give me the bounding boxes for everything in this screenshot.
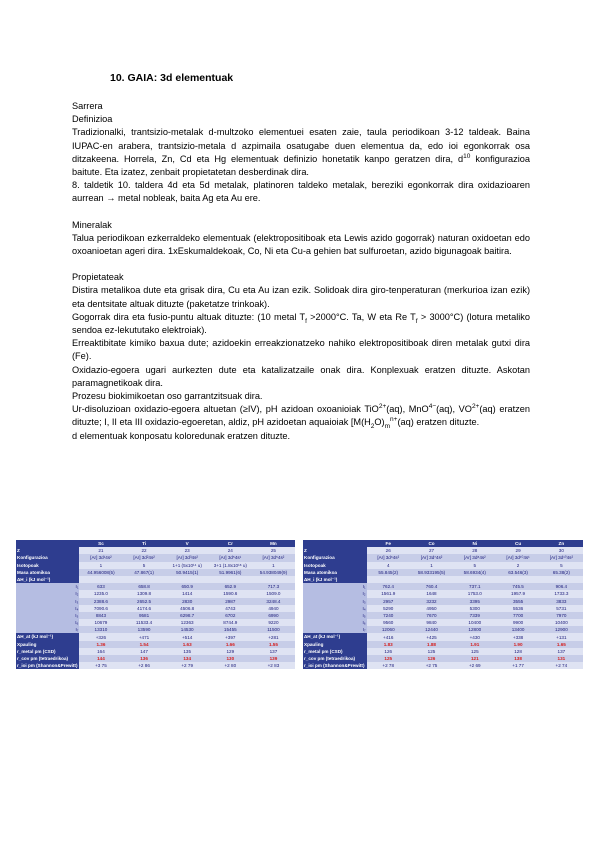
row-label: r_ioi pm (Shannon&Prewitt) — [303, 662, 367, 669]
noble-metals-paragraph: 8. taldetik 10. taldera 4d eta 5d metalak, platinoren taldeko metalak, bereziki egonkorrak dira oxidazioaren aurrean → metal nobleak, baita Ag eta Au ere. — [72, 180, 530, 204]
table-cell: 136 — [123, 655, 166, 662]
table-cell: 12060 — [367, 626, 410, 633]
table-row — [16, 612, 295, 619]
table-cell: 1561.9 — [367, 590, 410, 597]
table-cell: 50.9415(1) — [166, 569, 209, 576]
table-cell: 29 — [496, 547, 539, 554]
table-cell: 762.4 — [367, 583, 410, 590]
table-cell: 65.38(2) — [540, 569, 583, 576]
table-cell: +2 75 — [410, 662, 453, 669]
table-cell: 652.9 — [209, 583, 252, 590]
properties-paragraph-4: Oxidazio-egoera ugari aurkezten dute eta katalizatzaile onak dira. Konplexuak eratzen dituzte. Askotan paramagnetikoak dira. — [72, 364, 530, 388]
table-cell: 1 — [252, 562, 295, 569]
table-cell: 25 — [252, 547, 295, 554]
properties-paragraph-5: Prozesu biokimikoetan oso garrantzitsuak dira. — [72, 391, 263, 402]
table-cell: [Ar] 3d⁵4s² — [252, 554, 295, 561]
table-cell: 130 — [209, 655, 252, 662]
table-cell: 2987 — [209, 598, 252, 605]
table-cell: 126 — [410, 655, 453, 662]
row-label: I₇ — [303, 626, 367, 633]
table-cell: 5 — [540, 562, 583, 569]
table-cell: 3+1 (1.8x10¹⁸ u) — [209, 562, 252, 569]
table-row — [303, 547, 583, 554]
section-heading-definizioa: Definizioa — [72, 114, 113, 125]
table-cell: 14530 — [166, 626, 209, 633]
table-cell: 7670 — [410, 612, 453, 619]
table-cell: +131 — [540, 633, 583, 640]
table-cell: 4743 — [209, 605, 252, 612]
table-cell: 3248.4 — [252, 598, 295, 605]
table-header-cell: Fe — [367, 540, 410, 547]
element-table-fe-zn — [303, 540, 583, 669]
row-label: I₅ — [303, 612, 367, 619]
row-label: Z — [16, 547, 79, 554]
table-header-cell: Mn — [252, 540, 295, 547]
table-cell: +514 — [166, 633, 209, 640]
table-cell: 1 — [79, 562, 122, 569]
row-label: ΔH_at (kJ mol⁻¹) — [16, 633, 79, 640]
table-cell: 129 — [209, 648, 252, 655]
row-label: r_metal pm (CSD) — [303, 648, 367, 655]
table-cell: 121 — [453, 655, 496, 662]
table-cell: 9581 — [123, 612, 166, 619]
table-cell: 7240 — [367, 612, 410, 619]
table-cell: [Ar] 3d⁵4s¹ — [209, 554, 252, 561]
table-cell: +430 — [453, 633, 496, 640]
table-cell: +425 — [410, 633, 453, 640]
table-row — [303, 619, 583, 626]
table-cell: 51.9961(6) — [209, 569, 252, 576]
table-row — [16, 605, 295, 612]
table-cell: 633 — [79, 583, 122, 590]
table-cell: 717.3 — [252, 583, 295, 590]
row-label: Masa atomikoa — [303, 569, 367, 576]
table-cell: +2 83 — [252, 662, 295, 669]
table-cell — [252, 576, 295, 583]
table-cell: 13590 — [123, 626, 166, 633]
table-cell: 6298.7 — [166, 612, 209, 619]
table-cell: 47.867(1) — [123, 569, 166, 576]
table-cell: 28 — [453, 547, 496, 554]
table-cell: 13310 — [79, 626, 122, 633]
table-row — [303, 576, 583, 583]
table-row — [16, 547, 295, 554]
table-cell: 30 — [540, 547, 583, 554]
table-cell: [Ar] 3d³4s² — [166, 554, 209, 561]
table-header-cell — [303, 540, 367, 547]
table-cell: 12440 — [410, 626, 453, 633]
table-cell: 137 — [540, 648, 583, 655]
table-cell: 2957 — [367, 598, 410, 605]
row-label: I₂ — [16, 590, 79, 597]
table-cell: +1 77 — [496, 662, 539, 669]
table-cell: 2 — [496, 562, 539, 569]
row-label: Isotopoak — [303, 562, 367, 569]
table-cell: 135 — [166, 648, 209, 655]
table-cell: 7970 — [540, 612, 583, 619]
table-cell: 147 — [123, 648, 166, 655]
table-cell: 44.956008(5) — [79, 569, 122, 576]
table-cell: 58.933195(5) — [410, 569, 453, 576]
row-label: Xpauling — [303, 641, 367, 648]
table-row — [303, 583, 583, 590]
table-cell: 11533.4 — [123, 619, 166, 626]
table-cell: 5300 — [453, 605, 496, 612]
table-cell: 7090.6 — [79, 605, 122, 612]
table-row — [16, 648, 295, 655]
table-cell: [Ar] 3d¹⁰4s² — [540, 554, 583, 561]
table-cell: 1.66 — [209, 641, 252, 648]
table-cell: 139 — [252, 655, 295, 662]
table-cell: +416 — [367, 633, 410, 640]
table-row — [303, 648, 583, 655]
table-cell: 10400 — [453, 619, 496, 626]
table-cell: 8744.9 — [209, 619, 252, 626]
table-header-cell: Cr — [209, 540, 252, 547]
page-title: 10. GAIA: 3d elementuak — [110, 72, 234, 84]
table-row — [303, 605, 583, 612]
table-cell: 1.36 — [79, 641, 122, 648]
row-label: I₆ — [16, 619, 79, 626]
table-cell: 9900 — [496, 619, 539, 626]
table-cell: +2 74 — [540, 662, 583, 669]
table-cell: 6990 — [252, 612, 295, 619]
row-label: Konfigurazioa — [303, 554, 367, 561]
table-cell: 1 — [410, 562, 453, 569]
table-cell: +2 79 — [166, 662, 209, 669]
properties-paragraph-7: d elementuak konposatu koloredunak eratzen dituzte. — [72, 430, 291, 441]
row-label: Konfigurazioa — [16, 554, 79, 561]
table-cell: 2388.6 — [79, 598, 122, 605]
table-cell: [Ar] 3d¹⁰4s¹ — [496, 554, 539, 561]
table-cell: 144 — [79, 655, 122, 662]
table-cell: 164 — [79, 648, 122, 655]
row-label: r_ioi pm (Shannon&Prewitt) — [17, 663, 78, 669]
table-cell: 3395 — [453, 598, 496, 605]
table-cell: 7700 — [496, 612, 539, 619]
table-cell: 15455 — [209, 626, 252, 633]
row-label: I₆ — [303, 619, 367, 626]
properties-paragraph-2: Gogorrak dira eta fusio-puntu altuak dituzte: (10 metal $T_f >2000^\circ C$. Ta, W eta Re $T_f > 3000^\circ C$) (lotura metaliko sendoa ez-lekututako elektroiak). — [72, 311, 530, 336]
table-cell: +338 — [496, 633, 539, 640]
table-row — [303, 554, 583, 561]
table-row — [303, 562, 583, 569]
table-cell: 5731 — [540, 605, 583, 612]
table-row — [303, 590, 583, 597]
table-cell: 12363 — [166, 619, 209, 626]
table-header-cell: V — [166, 540, 209, 547]
row-label: ΔH_i (kJ mol⁻¹) — [16, 576, 79, 583]
table-cell: +281 — [252, 633, 295, 640]
row-label: I₃ — [303, 598, 367, 605]
table-cell: 1.91 — [453, 641, 496, 648]
table-header-row — [303, 540, 583, 547]
table-row — [303, 626, 583, 633]
properties-paragraph-6: Ur-disoluzioan oxidazio-egoera altuetan (≥IV), pH azidoan oxoanioiak TiO$^{2+}$(aq), MnO$^{4-}$(aq), $VO^{2+}(aq)$ eratzen dituzte; I, II eta III oxidazio-egoeretan, aldiz, pH azidoetan aquaioiak [$M(H_2O)_m^{n+}(aq)$ eratzen dituzte. — [72, 403, 530, 431]
table-row — [16, 633, 295, 640]
row-label: Z — [303, 547, 367, 554]
table-cell: 3833 — [540, 598, 583, 605]
table-cell: 4950 — [410, 605, 453, 612]
table-cell: 1.54 — [123, 641, 166, 648]
table-cell: 4174.6 — [123, 605, 166, 612]
table-cell: 9560 — [367, 619, 410, 626]
table-cell: 4 — [367, 562, 410, 569]
table-header-cell: Zn — [540, 540, 583, 547]
row-label: ΔH_at (kJ mol⁻¹) — [303, 633, 367, 640]
table-cell: 1.83 — [367, 641, 410, 648]
table-header-cell: Ni — [453, 540, 496, 547]
table-cell — [166, 576, 209, 583]
table-row — [16, 619, 295, 626]
table-header-cell: Cu — [496, 540, 539, 547]
table-cell: 1509.0 — [252, 590, 295, 597]
table-cell: 58.6934(4) — [453, 569, 496, 576]
section-heading-sarrera: Sarrera — [72, 101, 103, 111]
table-cell: 3232 — [410, 598, 453, 605]
table-row — [16, 655, 295, 662]
table-cell: 1.55 — [252, 641, 295, 648]
table-row — [16, 626, 295, 633]
table-cell: [Ar] 3d⁷4s² — [410, 554, 453, 561]
row-label: r_metal pm (CSD) — [16, 648, 79, 655]
table-cell: 54.938049(9) — [252, 569, 295, 576]
table-cell: +471 — [123, 633, 166, 640]
table-cell: 131 — [540, 655, 583, 662]
element-table-sc-mn — [16, 540, 295, 669]
table-cell: 1+1 (5x10¹⁴ u) — [166, 562, 209, 569]
row-label: Xpauling — [16, 641, 79, 648]
table-cell: 1.65 — [540, 641, 583, 648]
table-cell — [79, 576, 122, 583]
table-cell: +397 — [209, 633, 252, 640]
table-row — [16, 554, 295, 561]
table-cell — [410, 576, 453, 583]
table-cell: 12900 — [540, 626, 583, 633]
table-cell: +2 86 — [123, 662, 166, 669]
row-label: I₅ — [16, 612, 79, 619]
table-row — [16, 569, 295, 576]
table-cell — [209, 576, 252, 583]
row-label: I₇ — [16, 626, 79, 633]
table-cell: 22 — [123, 547, 166, 554]
row-label: I₃ — [16, 598, 79, 605]
table-cell: 9220 — [252, 619, 295, 626]
table-cell: 1.88 — [410, 641, 453, 648]
table-cell: 10400 — [540, 619, 583, 626]
table-header-cell — [16, 540, 79, 547]
table-cell: 5290 — [367, 605, 410, 612]
table-row — [16, 576, 295, 583]
table-row — [303, 569, 583, 576]
table-cell: 1.63 — [166, 641, 209, 648]
table-cell: 3555 — [496, 598, 539, 605]
table-cell: 658.8 — [123, 583, 166, 590]
table-cell: 760.4 — [410, 583, 453, 590]
table-cell: 1753.0 — [453, 590, 496, 597]
table-cell: 5536 — [496, 605, 539, 612]
table-row — [16, 598, 295, 605]
table-cell: 9840 — [410, 619, 453, 626]
table-cell: +2 69 — [453, 662, 496, 669]
table-cell: 26 — [367, 547, 410, 554]
table-cell: 11500 — [252, 626, 295, 633]
table-header-cell: Sc — [79, 540, 122, 547]
table-cell: 125 — [453, 648, 496, 655]
row-label: I₄ — [303, 605, 367, 612]
table-cell: 5 — [453, 562, 496, 569]
table-cell: 1733.3 — [540, 590, 583, 597]
table-cell: 138 — [496, 655, 539, 662]
row-label: I₁ — [303, 583, 367, 590]
row-label: I₂ — [303, 590, 367, 597]
table-cell: 1235.0 — [79, 590, 122, 597]
table-cell — [540, 576, 583, 583]
table-cell: 27 — [410, 547, 453, 554]
table-cell: 23 — [166, 547, 209, 554]
row-label: r_cov pm (tetraedrikoa) — [16, 655, 79, 662]
table-cell: 7339 — [453, 612, 496, 619]
table-cell: 737.1 — [453, 583, 496, 590]
table-cell: 8843 — [79, 612, 122, 619]
row-label: Masa atomikoa — [16, 569, 79, 576]
row-label: I₁ — [16, 583, 79, 590]
table-row — [303, 655, 583, 662]
row-label: ΔH_i (kJ mol⁻¹) — [303, 576, 367, 583]
table-row — [16, 662, 295, 669]
table-cell: 13400 — [496, 626, 539, 633]
table-row — [16, 562, 295, 569]
table-cell: +326 — [79, 633, 122, 640]
table-cell: +3 75 — [79, 662, 122, 669]
table-cell: 1590.6 — [209, 590, 252, 597]
table-cell: 4506.8 — [166, 605, 209, 612]
table-row — [303, 633, 583, 640]
table-cell — [367, 576, 410, 583]
table-cell: 125 — [410, 648, 453, 655]
table-cell: 63.546(3) — [496, 569, 539, 576]
table-cell: [Ar] 3d²4s² — [123, 554, 166, 561]
body-text — [72, 100, 530, 443]
table-cell: 6702 — [209, 612, 252, 619]
table-cell: 137 — [252, 648, 295, 655]
properties-paragraph-3: Erreaktibitate kimiko baxua dute; azidoekin erreakzionatzeko nahiko elektropositiboak diren metalak gutxi dira (Fe). — [72, 338, 530, 362]
table-row — [303, 612, 583, 619]
table-cell: 55.845(2) — [367, 569, 410, 576]
table-cell: 5 — [123, 562, 166, 569]
table-cell: 134 — [166, 655, 209, 662]
table-cell: 2652.5 — [123, 598, 166, 605]
table-cell: 745.5 — [496, 583, 539, 590]
table-cell: 128 — [496, 648, 539, 655]
row-label: I₄ — [16, 605, 79, 612]
table-cell: 1.90 — [496, 641, 539, 648]
table-cell: 12800 — [453, 626, 496, 633]
table-row — [16, 590, 295, 597]
table-row — [303, 662, 583, 669]
table-cell: 1648 — [410, 590, 453, 597]
table-row — [303, 641, 583, 648]
table-cell: [Ar] 3d⁸4s² — [453, 554, 496, 561]
table-cell: 24 — [209, 547, 252, 554]
table-cell: 650.9 — [166, 583, 209, 590]
minerals-paragraph: Talua periodikoan ezkerraldeko elementuak (elektropositiboak eta Lewis azido gogorrak) naturan oxidoetan edo oxoanioetan ageri dira. 1xEskumaldekoak, Co, Ni eta Cu-a gehien bat sulfuroetan, azido bigunagoak baitira. — [72, 232, 530, 257]
table-cell: 1309.8 — [123, 590, 166, 597]
row-label: r_cov pm (tetraedrikoa) — [303, 655, 367, 662]
table-cell: [Ar] 3d⁶4s² — [367, 554, 410, 561]
table-cell — [123, 576, 166, 583]
table-cell: 4940 — [252, 605, 295, 612]
table-cell: 1957.9 — [496, 590, 539, 597]
section-heading-propietateak: Propietateak — [72, 272, 124, 283]
table-cell: 1414 — [166, 590, 209, 597]
table-cell — [453, 576, 496, 583]
table-cell: 126 — [367, 648, 410, 655]
table-header-row — [16, 540, 295, 547]
table-cell: [Ar] 3d¹4s² — [79, 554, 122, 561]
table-cell: 125 — [367, 655, 410, 662]
section-heading-mineralak: Mineralak — [72, 219, 112, 230]
table-cell: 21 — [79, 547, 122, 554]
table-cell: +2 78 — [367, 662, 410, 669]
definition-paragraph: Tradizionalki, trantsizio-metalak d-multzoko elementuei esaten zaie, taula periodikoan 3-12 taldeak. Baina IUPAC-en arabera, trantsizio-metala d azpimaila osatugabe duen elementua da, edo ioi egonkorrak osa ditzakeena. Horrela, Zn, Cd eta Hg elementuak definizio honetatik kanpo geratzen dira, $d^{10}$ konfigurazioa baitute. Eta izatez, zenbait propietatetan desberdinak dira. — [72, 127, 530, 178]
table-cell: 906.4 — [540, 583, 583, 590]
table-cell: 2830 — [166, 598, 209, 605]
table-row — [303, 598, 583, 605]
table-cell: 10679 — [79, 619, 122, 626]
table-header-cell: Co — [410, 540, 453, 547]
table-cell — [496, 576, 539, 583]
table-row — [16, 641, 295, 648]
properties-paragraph-1: Distira metalikoa dute eta grisak dira, Cu eta Au izan ezik. Solidoak dira giro-tenperaturan (merkurioa izan ezik) eta dentsitate altuak dituzte (paketatze trinkoak). — [72, 285, 530, 309]
table-header-cell: Ti — [123, 540, 166, 547]
table-cell: +2 80 — [209, 662, 252, 669]
table-row — [16, 583, 295, 590]
row-label: Isotopoak — [16, 562, 79, 569]
